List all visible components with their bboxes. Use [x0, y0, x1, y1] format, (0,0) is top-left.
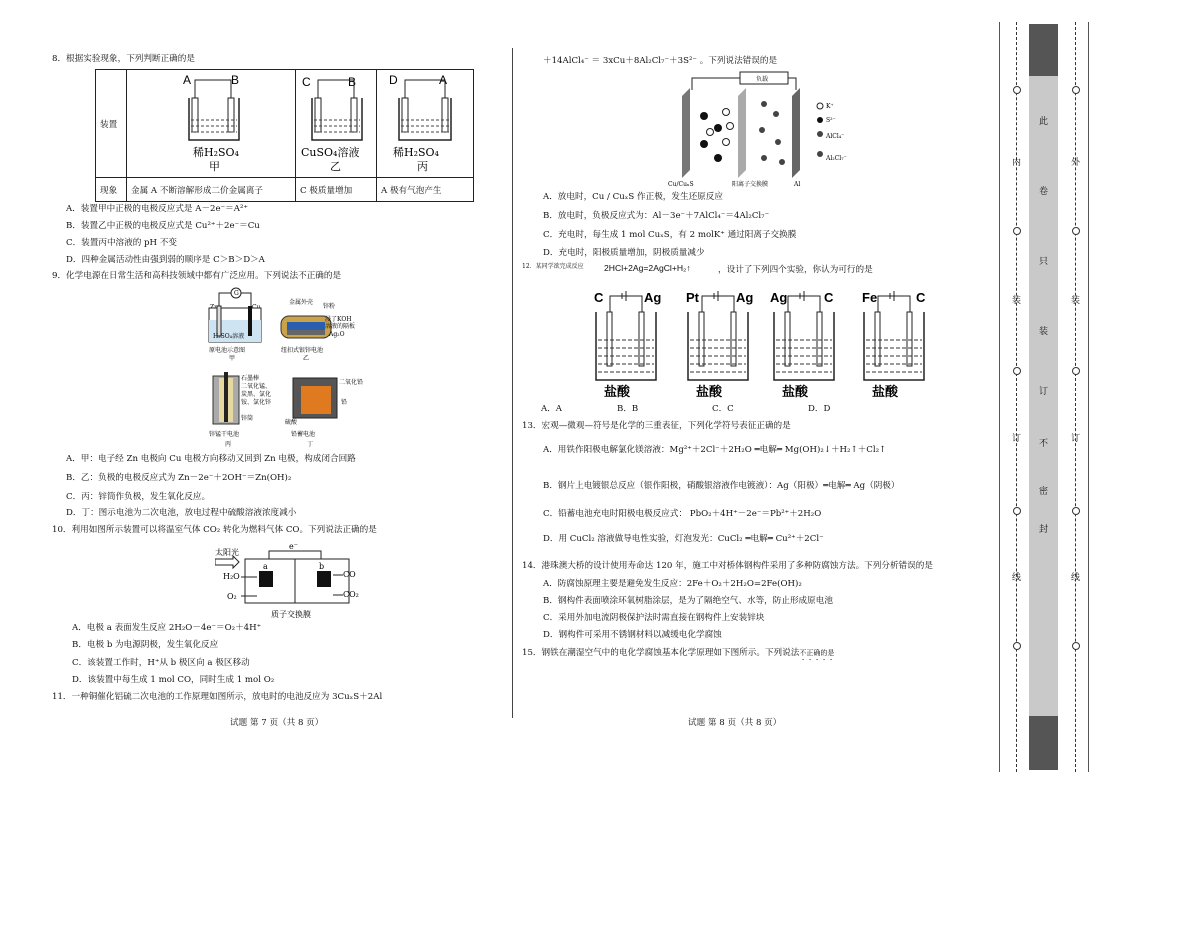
q12-option-a: A．A [541, 404, 563, 414]
q15-stem: 15．钢铁在潮湿空气中的电化学腐蚀基本化学原理如下图所示。下列说法不正确的是 [522, 648, 835, 658]
svg-text:甲: 甲 [229, 355, 236, 362]
binding-notice-char: 卷 [1039, 187, 1049, 197]
q12-option-b: B．B [617, 404, 639, 414]
q9-option-d: D．丁：图示电池为二次电池，放电过程中硫酸溶液浓度减小 [66, 508, 297, 518]
column-divider [512, 48, 513, 718]
q10-figure [215, 541, 375, 623]
binding-outer-char: 订 [1071, 434, 1081, 444]
q12-beaker-c [768, 288, 840, 403]
svg-text:CuSO₄溶液: CuSO₄溶液 [301, 146, 360, 159]
beaker-jia-figure [131, 70, 291, 174]
svg-text:锌锰干电池: 锌锰干电池 [209, 431, 240, 438]
svg-text:硫酸: 硫酸 [285, 419, 298, 426]
svg-text:溶液的隔板: 溶液的隔板 [325, 323, 356, 330]
q10-option-a: A．电极 a 表面发生反应 2H₂O－4e⁻＝O₂＋4H⁺ [72, 623, 262, 633]
svg-text:乙: 乙 [303, 355, 310, 362]
q10-option-b: B．电极 b 为电源阴极，发生氧化反应 [72, 640, 219, 650]
svg-text:铅蓄电池: 铅蓄电池 [291, 431, 316, 438]
svg-text:纽扣式银锌电池: 纽扣式银锌电池 [281, 347, 324, 354]
svg-text:G: G [234, 290, 239, 297]
svg-text:Ag: Ag [644, 290, 662, 305]
beaker-yi-figure [300, 70, 372, 174]
device-name: 甲 [209, 160, 220, 173]
q9-option-b: B．乙：负极的电极反应式为 Zn－2e⁻＋2OH⁻＝Zn(OH)₂ [66, 473, 292, 483]
q9-option-a: A．甲：电子经 Zn 电极向 Cu 电极方向移动又回到 Zn 电极，构成闭合回路 [66, 454, 356, 464]
svg-text:Cu/CuₓS: Cu/CuₓS [668, 181, 694, 188]
svg-text:C: C [916, 290, 926, 305]
solution-label: 稀H₂SO₄ [193, 146, 239, 159]
q11-stem: 11．一种铜催化铝硫二次电池的工作原理如图所示，放电时的电池反应为 3CuₓS＋2Al [52, 692, 383, 702]
svg-text:丙: 丙 [225, 441, 232, 448]
binding-strip [999, 22, 1089, 772]
q12-stem-rest: ，设计了下列四个实验，你认为可行的是 [718, 265, 873, 275]
row-label-phenomenon: 现象 [96, 178, 127, 202]
footer-page-8: 试题 第 8 页（共 8 页） [688, 718, 782, 728]
svg-text:锌粉: 锌粉 [323, 303, 336, 310]
row-label-device: 装置 [96, 70, 127, 178]
svg-text:二氧化铅: 二氧化铅 [339, 379, 364, 386]
q8-option-d: D．四种金属活动性由强到弱的顺序是 C＞B＞D＞A [66, 255, 265, 265]
svg-text:丙: 丙 [417, 160, 428, 173]
binding-outer-char: 线 [1071, 573, 1081, 583]
svg-text:稀H₂SO₄: 稀H₂SO₄ [393, 146, 439, 159]
binding-notice-char: 封 [1039, 525, 1049, 535]
q13-option-d: D．用 CuCl₂ 溶液做导电性实验，灯泡发光：CuCl₂ ═电解═ Cu²⁺＋2Cl⁻ [543, 534, 824, 544]
svg-text:S²⁻: S²⁻ [826, 117, 836, 124]
binding-inner-char: 订 [1012, 434, 1022, 444]
q9-figure [205, 286, 375, 450]
q9-stem: 9．化学电源在日常生活和高科技领域中都有广泛应用。下列说法不正确的是 [52, 271, 342, 281]
binding-notice-char: 不 [1039, 439, 1049, 449]
q10-stem: 10．利用如图所示装置可以将温室气体 CO₂ 转化为燃料气体 CO。下列说法正确的是 [52, 525, 377, 535]
svg-text:盐酸: 盐酸 [872, 384, 899, 399]
phenomenon-jia: 金属 A 不断溶解形成二价金属离子 [127, 178, 296, 202]
q11-equation-cont: ＋14AlCl₄⁻ ＝ 3xCu＋8Al₂Cl₇⁻＋3S²⁻ 。下列说法错误的是 [543, 56, 778, 66]
svg-text:盐酸: 盐酸 [604, 384, 631, 399]
svg-text:CO₂: CO₂ [343, 590, 359, 599]
svg-text:石墨棒: 石墨棒 [241, 375, 260, 382]
q8-stem: 8．根据实验现象，下列判断正确的是 [52, 54, 195, 64]
svg-text:A: A [439, 73, 448, 87]
q13-stem: 13．宏观—微观—符号是化学的三重表征，下列化学符号表征正确的是 [522, 421, 791, 431]
q12-beaker-a [590, 288, 662, 403]
binding-notice-char: 此 [1039, 117, 1049, 127]
q8-table [95, 69, 474, 202]
svg-text:Al₂Cl₇⁻: Al₂Cl₇⁻ [826, 155, 847, 162]
svg-text:a: a [263, 562, 268, 571]
svg-text:锌筒: 锌筒 [241, 415, 254, 422]
q14-option-a: A．防腐蚀原理主要是避免发生反应：2Fe＋O₂＋2H₂O=2Fe(OH)₂ [543, 579, 802, 589]
q12-option-d: D．D [808, 404, 831, 414]
q14-option-b: B．钢构件表面喷涂环氧树脂涂层，是为了隔绝空气、水等，防止形成原电池 [543, 596, 833, 606]
q12-option-c: C．C [712, 404, 734, 414]
svg-text:b: b [319, 562, 325, 571]
q14-option-c: C．采用外加电流阴极保护法时需直接在钢构件上安装锌块 [543, 613, 765, 623]
electrode-label: A [183, 73, 192, 87]
binding-inner-char: 装 [1012, 296, 1022, 306]
binding-notice-char: 装 [1039, 327, 1049, 337]
binding-outer-char: 外 [1071, 158, 1081, 168]
svg-text:Ag₂O: Ag₂O [329, 331, 345, 338]
q11-figure [668, 70, 858, 190]
svg-text:丁: 丁 [307, 441, 314, 448]
svg-text:质子交换膜: 质子交换膜 [271, 610, 311, 619]
q12-equation: 2HCl+2Ag=2AgCl+H₂↑ [604, 263, 691, 273]
q9-option-c: C．丙：锌筒作负极，发生氧化反应。 [66, 492, 211, 502]
beaker-bing-figure [381, 70, 469, 174]
svg-text:CO: CO [343, 570, 356, 579]
q8-option-b: B．装置乙中正极的电极反应式是 Cu²⁺＋2e⁻＝Cu [66, 221, 260, 231]
q10-option-d: D．该装置中每生成 1 mol CO，同时生成 1 mol O₂ [72, 675, 275, 685]
q10-option-c: C．该装置工作时，H⁺从 b 极区向 a 极区移动 [72, 658, 250, 668]
svg-text:B: B [348, 75, 357, 89]
binding-notice-char: 订 [1039, 387, 1049, 397]
svg-text:乙: 乙 [330, 160, 341, 173]
q14-stem: 14．港珠澳大桥的设计使用寿命达 120 年，施工中对桥体钢构件采用了多种防腐蚀方法。下列分析错误的是 [522, 561, 933, 571]
svg-text:e⁻: e⁻ [289, 542, 298, 551]
device-jia [127, 70, 296, 178]
svg-text:炭黑、氯化: 炭黑、氯化 [241, 391, 272, 398]
svg-text:Fe: Fe [862, 290, 878, 305]
svg-text:H₂SO₄溶液: H₂SO₄溶液 [213, 333, 245, 340]
q13-option-a: A．用铁作阳极电解氯化镁溶液：Mg²⁺＋2Cl⁻＋2H₂O ═电解═ Mg(OH)₂↓＋H₂↑＋Cl₂↑ [543, 445, 887, 455]
q11-option-c: C．充电时，每生成 1 mol CuₓS，有 2 molK⁺ 通过阳离子交换膜 [543, 230, 797, 240]
svg-text:太阳光: 太阳光 [215, 548, 239, 557]
device-yi [296, 70, 377, 178]
q11-option-b: B．放电时，负极反应式为：Al－3e⁻＋7AlCl₄⁻＝4Al₂Cl₇⁻ [543, 211, 770, 221]
svg-text:二氧化锰、: 二氧化锰、 [241, 383, 272, 390]
svg-text:原电池示意图: 原电池示意图 [209, 347, 246, 354]
q8-option-c: C．装置丙中溶液的 pH 不变 [66, 238, 177, 248]
svg-text:D: D [389, 73, 398, 87]
electrode-label: B [231, 73, 240, 87]
q12-stem-small: 12．某同学欲完成反应 [522, 263, 584, 270]
binding-inner-char: 线 [1012, 573, 1022, 583]
binding-inner-char: 内 [1012, 158, 1022, 168]
q13-option-c: C．铅蓄电池充电时阳极电极反应式： PbO₂＋4H⁺－2e⁻＝Pb²⁺＋2H₂O [543, 509, 822, 519]
svg-text:铅: 铅 [341, 399, 348, 406]
svg-text:铵、氯化锌: 铵、氯化锌 [241, 399, 272, 406]
svg-text:阳离子交换膜: 阳离子交换膜 [732, 181, 769, 188]
svg-text:O₂: O₂ [227, 592, 237, 601]
svg-text:Pt: Pt [686, 290, 699, 305]
phenomenon-bing: A 极有气泡产生 [377, 178, 474, 202]
q12-beaker-d [858, 288, 930, 403]
svg-text:Ag: Ag [736, 290, 754, 305]
svg-text:K⁺: K⁺ [826, 103, 834, 110]
binding-notice-char: 密 [1039, 487, 1049, 497]
binding-outer-char: 装 [1071, 296, 1081, 306]
binding-notice-char: 只 [1039, 257, 1049, 267]
q11-option-d: D．充电时，阳极质量增加，阴极质量减少 [543, 248, 705, 258]
q8-option-a: A．装置甲中正极的电极反应式是 A－2e⁻＝A²⁺ [66, 204, 248, 214]
svg-text:金属外壳: 金属外壳 [289, 299, 314, 306]
q13-option-b: B．钢片上电镀银总反应（银作阳极，硝酸银溶液作电镀液）：Ag（阳极）═电解═ Ag（阴极） [543, 481, 900, 491]
phenomenon-yi: C 极质量增加 [296, 178, 377, 202]
svg-text:负载: 负载 [756, 76, 769, 83]
svg-text:C: C [594, 290, 604, 305]
svg-text:Ag: Ag [770, 290, 788, 305]
svg-text:浸了KOH: 浸了KOH [325, 316, 352, 323]
q11-option-a: A．放电时，Cu / CuₓS 作正极，发生还原反应 [543, 192, 723, 202]
svg-text:Al: Al [794, 181, 801, 188]
device-bing [377, 70, 474, 178]
svg-text:盐酸: 盐酸 [696, 384, 723, 399]
svg-text:盐酸: 盐酸 [782, 384, 809, 399]
footer-page-7: 试题 第 7 页（共 8 页） [230, 718, 324, 728]
svg-text:H₂O: H₂O [223, 572, 240, 581]
q14-option-d: D．钢构件可采用不锈钢材料以减缓电化学腐蚀 [543, 630, 722, 640]
svg-text:C: C [302, 75, 311, 89]
svg-text:AlCl₄⁻: AlCl₄⁻ [826, 133, 845, 140]
q12-beaker-b [682, 288, 754, 403]
svg-text:C: C [824, 290, 834, 305]
